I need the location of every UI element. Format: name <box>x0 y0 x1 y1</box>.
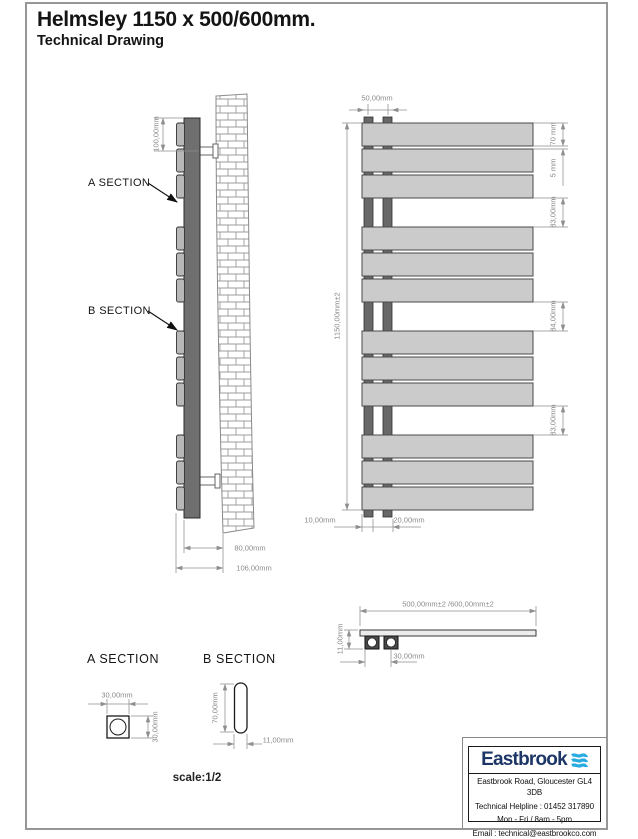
dim-label-pipe-gap: 20,00mm <box>393 515 425 525</box>
dim-label-section-b-width: 11,00mm <box>262 735 294 745</box>
dim-label-section-a-width: 30,00mm <box>101 690 133 700</box>
dim-label-pipe-centres: 50,00mm <box>361 93 393 103</box>
brand-name: Eastbrook <box>481 749 567 770</box>
plan-pipe-left <box>365 636 379 649</box>
dim-label-gap-middle: 84,00mm <box>548 300 558 332</box>
manufacturer-hours: Mon - Fri / 8am - 5pm <box>497 815 572 825</box>
dim-pipe-centres <box>349 104 407 115</box>
dim-label-plan-width: 500,00mm±2 /600,00mm±2 <box>402 599 494 609</box>
dim-label-plan-thickness: 11,00mm <box>335 623 345 655</box>
dim-label-gap-upper: 83,00mm <box>548 196 558 228</box>
brand-logo-row <box>469 747 600 774</box>
dim-label-panel-height: 70 mm <box>548 122 558 146</box>
section-b-leader-arrow <box>148 311 177 330</box>
dim-overall-height <box>342 123 362 510</box>
section-b-blade <box>235 683 248 733</box>
manufacturer-email: Email : technical@eastbrookco.com <box>472 828 597 838</box>
section-b-view <box>210 683 262 749</box>
dim-label-edge-to-pipe: 10,00mm <box>304 515 336 525</box>
dim-label-overall-height: 1150,00mm±2 <box>332 292 342 340</box>
dim-label-plan-pipe-offset: 30,00mm <box>393 651 425 661</box>
dim-label-panel-gap: 5 mm <box>548 158 558 178</box>
plan-panel <box>360 630 536 636</box>
section-a-view <box>88 699 153 738</box>
dim-label-depth: 80,00mm <box>234 543 266 553</box>
section-a-leader-arrow <box>148 183 177 202</box>
side-section-a-label: A SECTION <box>88 177 151 189</box>
wall-section <box>216 94 254 533</box>
plan-view <box>340 606 536 667</box>
page-subtitle: Technical Drawing <box>37 33 165 49</box>
dim-depths <box>176 513 223 573</box>
dim-label-gap-lower: 83,00mm <box>548 404 558 436</box>
manufacturer-address: Eastbrook Road, Gloucester GL4 3DB <box>477 777 592 798</box>
dim-label-overall-depth: 106,00mm <box>236 563 272 573</box>
wall-bracket-top <box>200 144 218 158</box>
section-a-bore <box>110 719 126 735</box>
radiator-side-profile <box>184 118 200 518</box>
manufacturer-helpline: Technical Helpline : 01452 317890 <box>474 801 594 811</box>
wall-bracket-bottom <box>200 474 220 488</box>
dim-label-section-b-height: 70,00mm <box>210 692 220 724</box>
brand-waves-icon <box>571 753 588 768</box>
section-a-title: A SECTION <box>87 652 160 666</box>
plan-pipe-right <box>384 636 398 649</box>
dim-label-section-a-height: 30,00mm <box>150 711 160 743</box>
side-section-b-label: B SECTION <box>88 305 151 317</box>
dim-label-bracket-offset: 100,00mm <box>151 116 161 152</box>
scale-note: scale:1/2 <box>172 772 222 784</box>
manufacturer-info-box <box>468 746 601 838</box>
front-view <box>334 104 568 532</box>
page-title: Helmsley 1150 x 500/600mm. <box>37 8 316 31</box>
rail-ends <box>177 123 185 510</box>
side-view <box>148 94 254 573</box>
section-b-title: B SECTION <box>203 652 276 666</box>
